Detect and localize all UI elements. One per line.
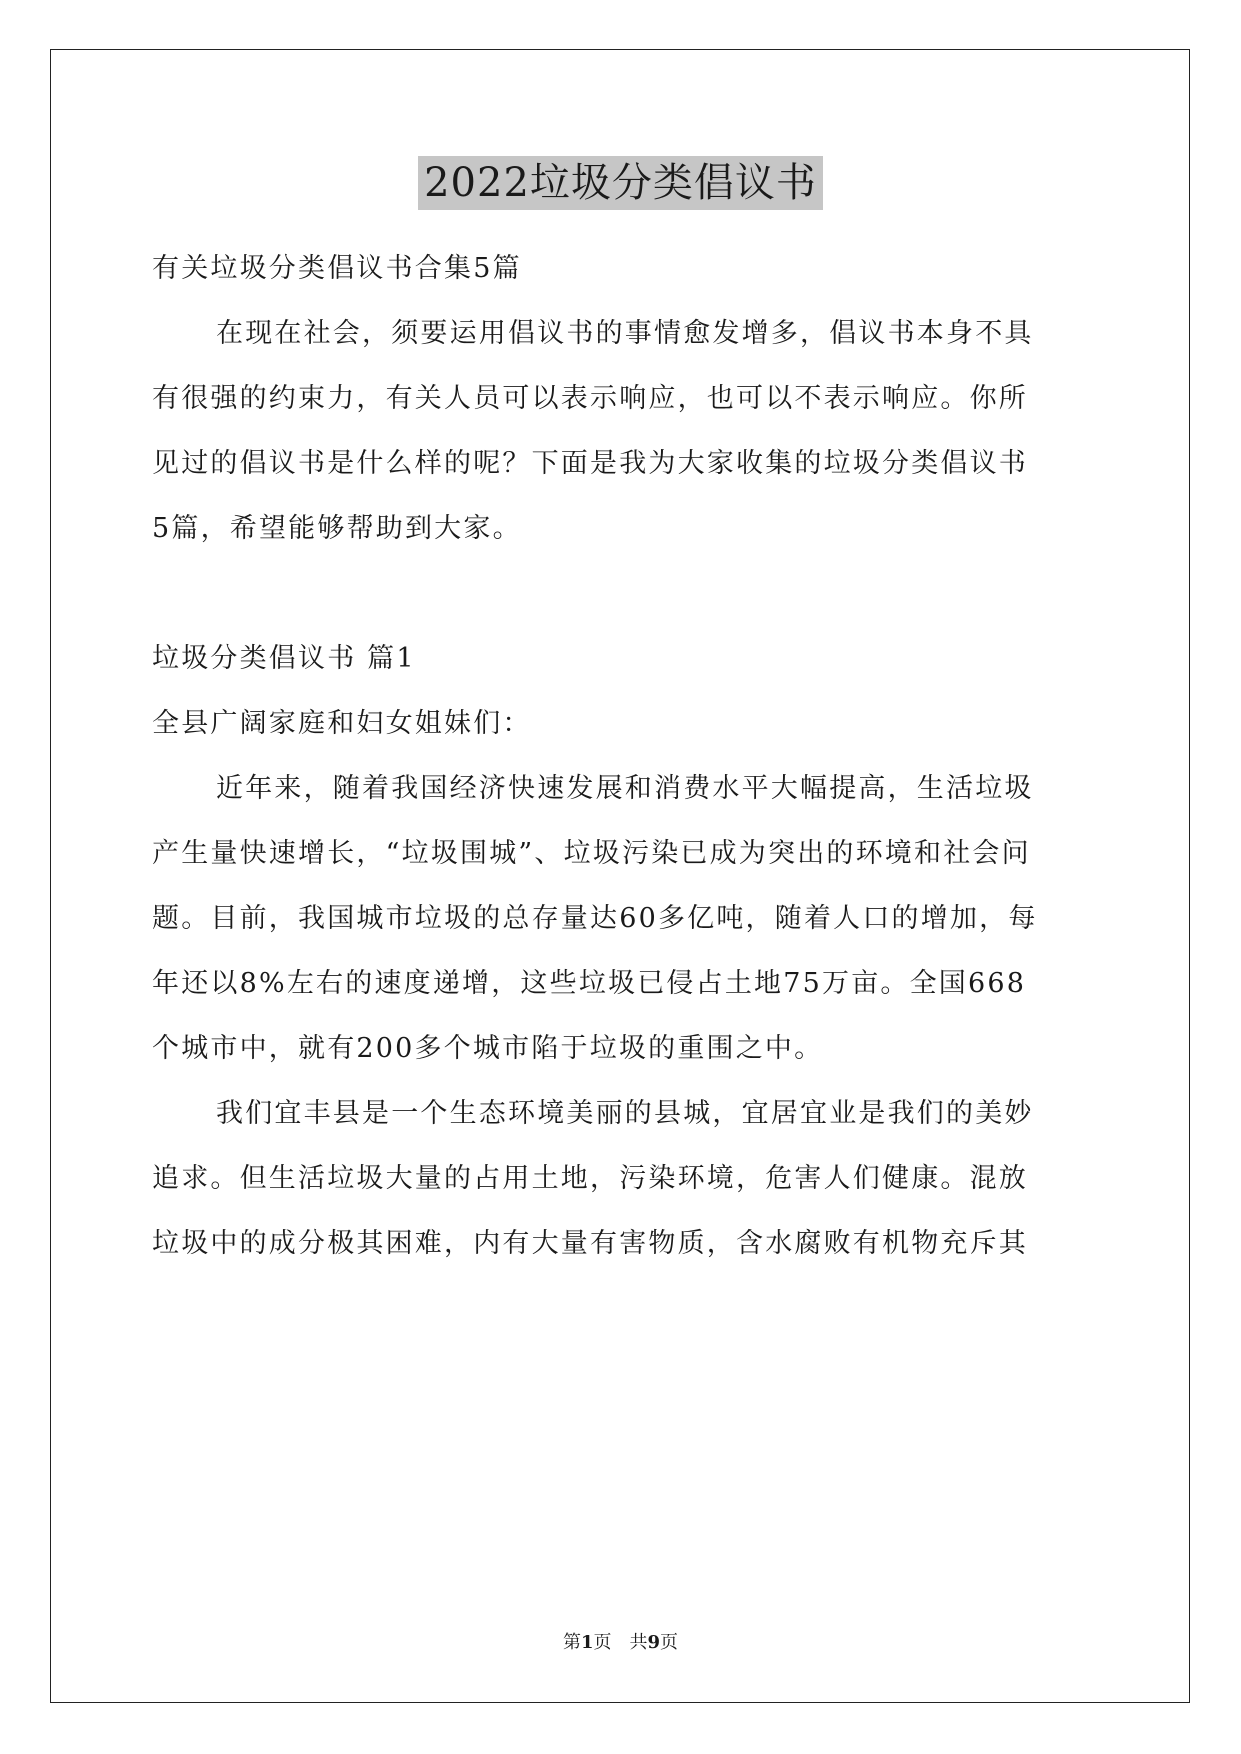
document-title: 2022垃圾分类倡议书 (418, 156, 823, 210)
salutation: 全县广阔家庭和妇女姐妹们： (152, 708, 532, 739)
page-footer (0, 1628, 1241, 1654)
title-container (0, 156, 1241, 210)
paragraph-line: 垃圾中的成分极其困难，内有大量有害物质，含水腐败有机物充斥其 (152, 1228, 1028, 1259)
footer-prefix: 第 (562, 1632, 581, 1653)
footer-suffix: 页 (660, 1632, 679, 1653)
paragraph-line: 我们宜丰县是一个生态环境美丽的县城，宜居宜业是我们的美妙 (216, 1098, 1034, 1129)
footer-mid: 页 共 (593, 1632, 648, 1653)
total-page-count: 9 (647, 1632, 661, 1653)
section-heading: 垃圾分类倡议书 篇1 (152, 643, 416, 674)
paragraph-line: 追求。但生活垃圾大量的占用土地，污染环境，危害人们健康。混放 (152, 1163, 1028, 1194)
paragraph-line: 年还以8%左右的速度递增，这些垃圾已侵占土地75万亩。全国668 (152, 968, 1027, 999)
intro-line: 有很强的约束力，有关人员可以表示响应，也可以不表示响应。你所 (152, 383, 1028, 414)
intro-line: 见过的倡议书是什么样的呢？下面是我为大家收集的垃圾分类倡议书 (152, 448, 1028, 479)
paragraph-line: 产生量快速增长，“垃圾围城”、垃圾污染已成为突出的环境和社会问 (152, 838, 1031, 869)
paragraph-line: 近年来，随着我国经济快速发展和消费水平大幅提高，生活垃圾 (216, 773, 1034, 804)
intro-line: 在现在社会，须要运用倡议书的事情愈发增多，倡议书本身不具 (216, 318, 1034, 349)
document-subtitle: 有关垃圾分类倡议书合集5篇 (152, 253, 522, 284)
current-page-number: 1 (580, 1632, 594, 1653)
blank-line (152, 561, 1092, 626)
paragraph-line: 个城市中，就有200多个城市陷于垃圾的重围之中。 (152, 1033, 824, 1064)
document-body (152, 236, 1092, 1276)
paragraph-line: 题。目前，我国城市垃圾的总存量达60多亿吨，随着人口的增加，每 (152, 903, 1038, 934)
intro-line: 5篇，希望能够帮助到大家。 (152, 513, 522, 544)
